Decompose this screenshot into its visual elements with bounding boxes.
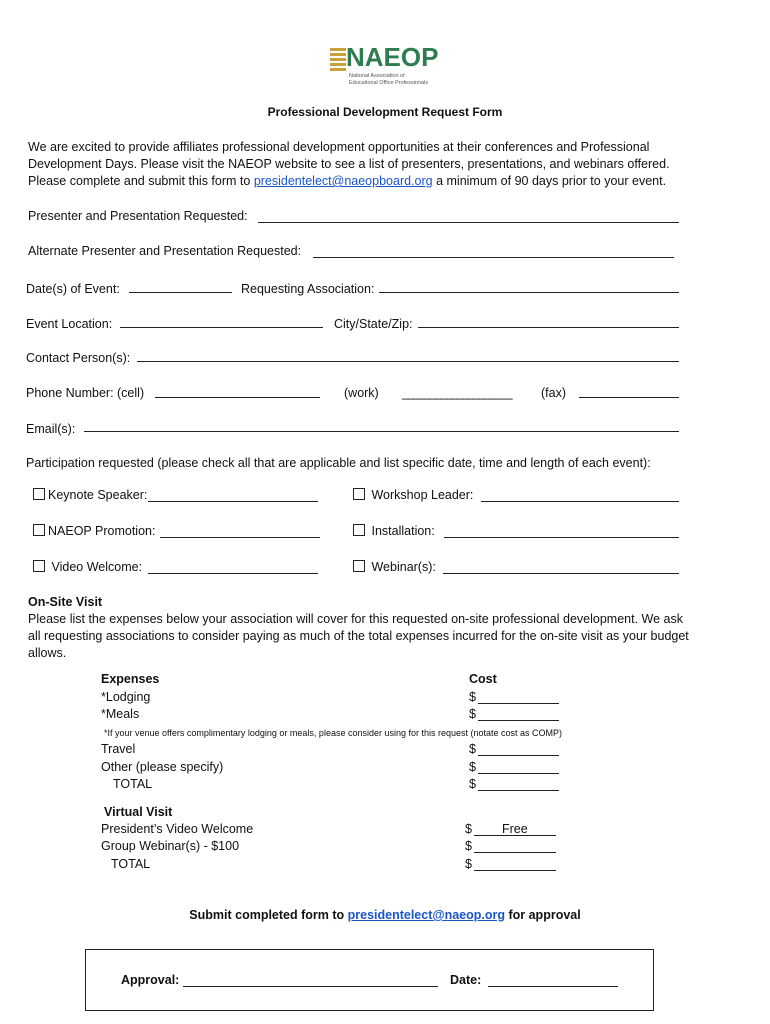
webinar-field[interactable] bbox=[443, 573, 679, 574]
fax-label: (fax) bbox=[541, 386, 566, 400]
onsite-line-1: Please list the expenses below your association will cover for this requested on-site professional development. We ask bbox=[28, 612, 683, 626]
expenses-total-dollar: $ bbox=[469, 777, 476, 791]
other-label: Other (please specify) bbox=[101, 760, 224, 774]
work-field[interactable]: ____________________ bbox=[402, 386, 512, 400]
dates-field[interactable] bbox=[129, 292, 232, 293]
other-cost-field[interactable] bbox=[478, 773, 559, 774]
keynote-label: Keynote Speaker: bbox=[48, 488, 148, 502]
submit-line bbox=[0, 907, 770, 924]
video-checkbox[interactable] bbox=[33, 560, 45, 572]
video-option bbox=[33, 559, 142, 576]
city-label: City/State/Zip: bbox=[334, 317, 413, 331]
contact-label: Contact Person(s): bbox=[26, 351, 131, 365]
email-field[interactable] bbox=[84, 431, 679, 432]
meals-dollar: $ bbox=[469, 707, 476, 721]
virtual-total-field[interactable] bbox=[474, 870, 556, 871]
meals-cost-field[interactable] bbox=[478, 720, 559, 721]
virtual-total-dollar: $ bbox=[465, 857, 472, 871]
contact-field[interactable] bbox=[137, 361, 679, 362]
submit-email-link[interactable]: presidentelect@naeop.org bbox=[347, 908, 505, 922]
installation-label: Installation: bbox=[371, 524, 435, 538]
promotion-option bbox=[33, 523, 155, 540]
expenses-total-label: TOTAL bbox=[113, 777, 153, 791]
logo-subtitle-2: Educational Office Professionals bbox=[349, 80, 429, 86]
virtual-total-label: TOTAL bbox=[111, 857, 151, 871]
intro-line-2: Development Days. Please visit the NAEOP website to see a list of presenters, presentations, and webinars offered. bbox=[28, 157, 670, 171]
logo bbox=[330, 44, 455, 92]
submit-pre: Submit completed form to bbox=[189, 908, 348, 922]
cost-heading: Cost bbox=[469, 672, 497, 686]
work-label: (work) bbox=[344, 386, 379, 400]
logo-name: NAEOP bbox=[346, 42, 439, 72]
meals-label: *Meals bbox=[101, 707, 140, 721]
promotion-checkbox[interactable] bbox=[33, 524, 45, 536]
keynote-option bbox=[33, 487, 147, 504]
approval-date-field[interactable] bbox=[488, 986, 618, 987]
lodging-label: *Lodging bbox=[101, 690, 151, 704]
expenses-total-field[interactable] bbox=[478, 790, 559, 791]
intro-line-3-post: a minimum of 90 days prior to your event. bbox=[432, 174, 667, 188]
page-title: Professional Development Request Form bbox=[267, 105, 503, 119]
installation-field[interactable] bbox=[444, 537, 679, 538]
virtual-webinar-dollar: $ bbox=[465, 839, 472, 853]
virtual-webinar-field[interactable] bbox=[474, 852, 556, 853]
email-label: Email(s): bbox=[26, 422, 76, 436]
alternate-label: Alternate Presenter and Presentation Requested: bbox=[28, 244, 302, 258]
travel-dollar: $ bbox=[469, 742, 476, 756]
virtual-video-dollar: $ bbox=[465, 822, 472, 836]
promotion-field[interactable] bbox=[160, 537, 320, 538]
workshop-label: Workshop Leader: bbox=[371, 488, 474, 502]
lodging-dollar: $ bbox=[469, 690, 476, 704]
presenter-label: Presenter and Presentation Requested: bbox=[28, 209, 248, 223]
workshop-checkbox[interactable] bbox=[353, 488, 365, 500]
promotion-label: NAEOP Promotion: bbox=[48, 524, 156, 538]
expenses-note: *If your venue offers complimentary lodging or meals, please consider using for this request (notate cost as COMP) bbox=[104, 728, 563, 738]
video-label: Video Welcome: bbox=[51, 560, 143, 574]
intro-line-3-pre: Please complete and submit this form to bbox=[28, 174, 254, 188]
keynote-field[interactable] bbox=[148, 501, 318, 502]
logo-subtitle-1: National Association of bbox=[349, 73, 405, 79]
alternate-field[interactable] bbox=[313, 257, 674, 258]
onsite-heading: On-Site Visit bbox=[28, 595, 103, 609]
intro-email-link[interactable]: presidentelect@naeopboard.org bbox=[253, 174, 433, 188]
lodging-cost-field[interactable] bbox=[478, 703, 559, 704]
intro-line-1: We are excited to provide affiliates professional development opportunities at their conferences and Professional bbox=[28, 140, 650, 154]
intro-line-3 bbox=[28, 173, 666, 190]
approval-date-label: Date: bbox=[450, 973, 482, 987]
installation-option bbox=[353, 523, 435, 540]
webinar-option bbox=[353, 559, 436, 576]
webinar-checkbox[interactable] bbox=[353, 560, 365, 572]
location-label: Event Location: bbox=[26, 317, 113, 331]
other-dollar: $ bbox=[469, 760, 476, 774]
fax-field[interactable] bbox=[579, 397, 679, 398]
virtual-heading: Virtual Visit bbox=[104, 805, 173, 819]
onsite-line-3: allows. bbox=[28, 646, 67, 660]
virtual-video-label: President’s Video Welcome bbox=[101, 822, 254, 836]
virtual-video-cost: Free bbox=[502, 822, 528, 836]
travel-cost-field[interactable] bbox=[478, 755, 559, 756]
phone-cell-field[interactable] bbox=[155, 397, 320, 398]
video-field[interactable] bbox=[148, 573, 318, 574]
location-field[interactable] bbox=[120, 327, 323, 328]
city-field[interactable] bbox=[418, 327, 679, 328]
approval-label: Approval: bbox=[121, 973, 180, 987]
requesting-field[interactable] bbox=[379, 292, 679, 293]
keynote-checkbox[interactable] bbox=[33, 488, 45, 500]
expenses-heading: Expenses bbox=[101, 672, 160, 686]
webinar-label: Webinar(s): bbox=[371, 560, 436, 574]
participation-heading: Participation requested (please check all that are applicable and list specific date, time and length of each event): bbox=[26, 456, 651, 470]
installation-checkbox[interactable] bbox=[353, 524, 365, 536]
virtual-webinar-label: Group Webinar(s) - $100 bbox=[101, 839, 240, 853]
presenter-field[interactable] bbox=[258, 222, 679, 223]
approval-field[interactable] bbox=[183, 986, 438, 987]
workshop-field[interactable] bbox=[481, 501, 679, 502]
requesting-label: Requesting Association: bbox=[241, 282, 375, 296]
submit-post: for approval bbox=[505, 908, 581, 922]
dates-label: Date(s) of Event: bbox=[26, 282, 120, 296]
workshop-option bbox=[353, 487, 473, 504]
phone-label: Phone Number: (cell) bbox=[26, 386, 145, 400]
travel-label: Travel bbox=[101, 742, 136, 756]
onsite-line-2: all requesting associations to consider paying as much of the total expenses incurred for the on-site visit as your budget bbox=[28, 629, 689, 643]
